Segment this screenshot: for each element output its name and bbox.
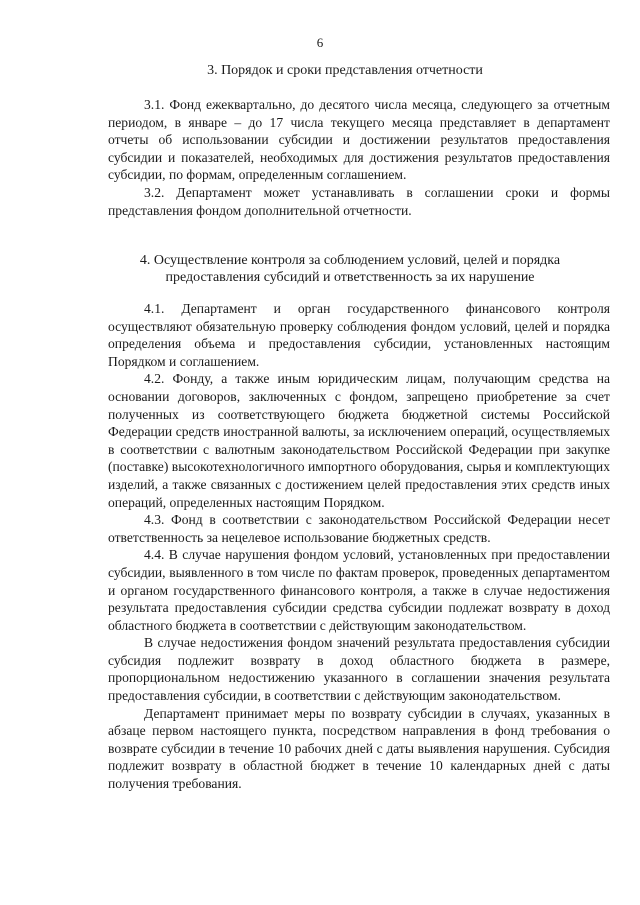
paragraph-4-1: 4.1. Департамент и орган государственного финансового контроля осуществляют обязательную проверку соблюдения фондом условий, целей и порядка определения объема и предоставления субсидии, установленных настоящим Порядком и соглашением. bbox=[108, 301, 610, 369]
section-4-title-line-1: 4. Осуществление контроля за соблюдением условий, целей и порядка bbox=[139, 253, 561, 268]
paragraph-3-2: 3.2. Департамент может устанавливать в соглашении сроки и формы представления фондом дополнительной отчетности. bbox=[108, 184, 610, 218]
section-3-body bbox=[108, 96, 610, 219]
section-4-title-line-2: предоставления субсидий и ответственность за их нарушение bbox=[165, 270, 535, 285]
section-4-body bbox=[108, 300, 610, 793]
paragraph-4-2: 4.2. Фонду, а также иным юридическим лицам, получающим средства на основании договоров, заключенных с фондом, запрещено приобретение за счет полученных из соответствующего бюджета бюджетной системы Российской Федерации средств иностранной валюты, за исключением операций, осуществляемых в соответствии с валютным законодательством Российской Федерации при закупке (поставке) высокотехнологичного импортного оборудования, сырья и комплектующих изделий, а также связанных с достижением целей предоставления этих средств иных операций, определенных настоящим Порядком. bbox=[108, 371, 610, 510]
page-number: 6 bbox=[316, 35, 324, 50]
section-3-title: 3. Порядок и сроки представления отчетности bbox=[207, 63, 483, 78]
paragraph-4-4-third: Департамент принимает меры по возврату субсидии в случаях, указанных в абзаце первом настоящего пункта, посредством направления в фонд требования о возврате субсидии в течение 10 рабочих дней с даты выявления нарушения. Субсидия подлежит возврату в областной бюджет в течение 10 календарных дней с даты получения требования. bbox=[108, 705, 610, 792]
paragraph-3-1: 3.1. Фонд ежеквартально, до десятого числа месяца, следующего за отчетным периодом, в январе – до 17 числа текущего месяца представляет в департамент отчеты об использовании субсидии и достижении результатов предоставления субсидии и показателей, необходимых для достижения результатов предоставления субсидии, по формам, определенным соглашением. bbox=[108, 97, 610, 183]
section-4-title bbox=[100, 252, 600, 286]
paragraph-4-3: 4.3. Фонд в соответствии с законодательством Российской Федерации несет ответственность за нецелевое использование бюджетных средств. bbox=[108, 512, 610, 545]
paragraph-4-4: 4.4. В случае нарушения фондом условий, установленных при предоставлении субсидии, выявленного в том числе по фактам проверок, проведенных департаментом и органом государственного финансового контроля, а также в случае недостижения результата предоставления субсидии средства субсидии подлежат возврату в доход областного бюджета в соответствии с действующим законодательством. bbox=[108, 547, 610, 633]
paragraph-4-4-second: В случае недостижения фондом значений результата предоставления субсидии субсидия подлежит возврату в доход областного бюджета в размере, пропорциональном недостижению указанного в соглашении значения результата предоставления субсидии, в соответствии с действующим законодательством. bbox=[108, 635, 610, 704]
